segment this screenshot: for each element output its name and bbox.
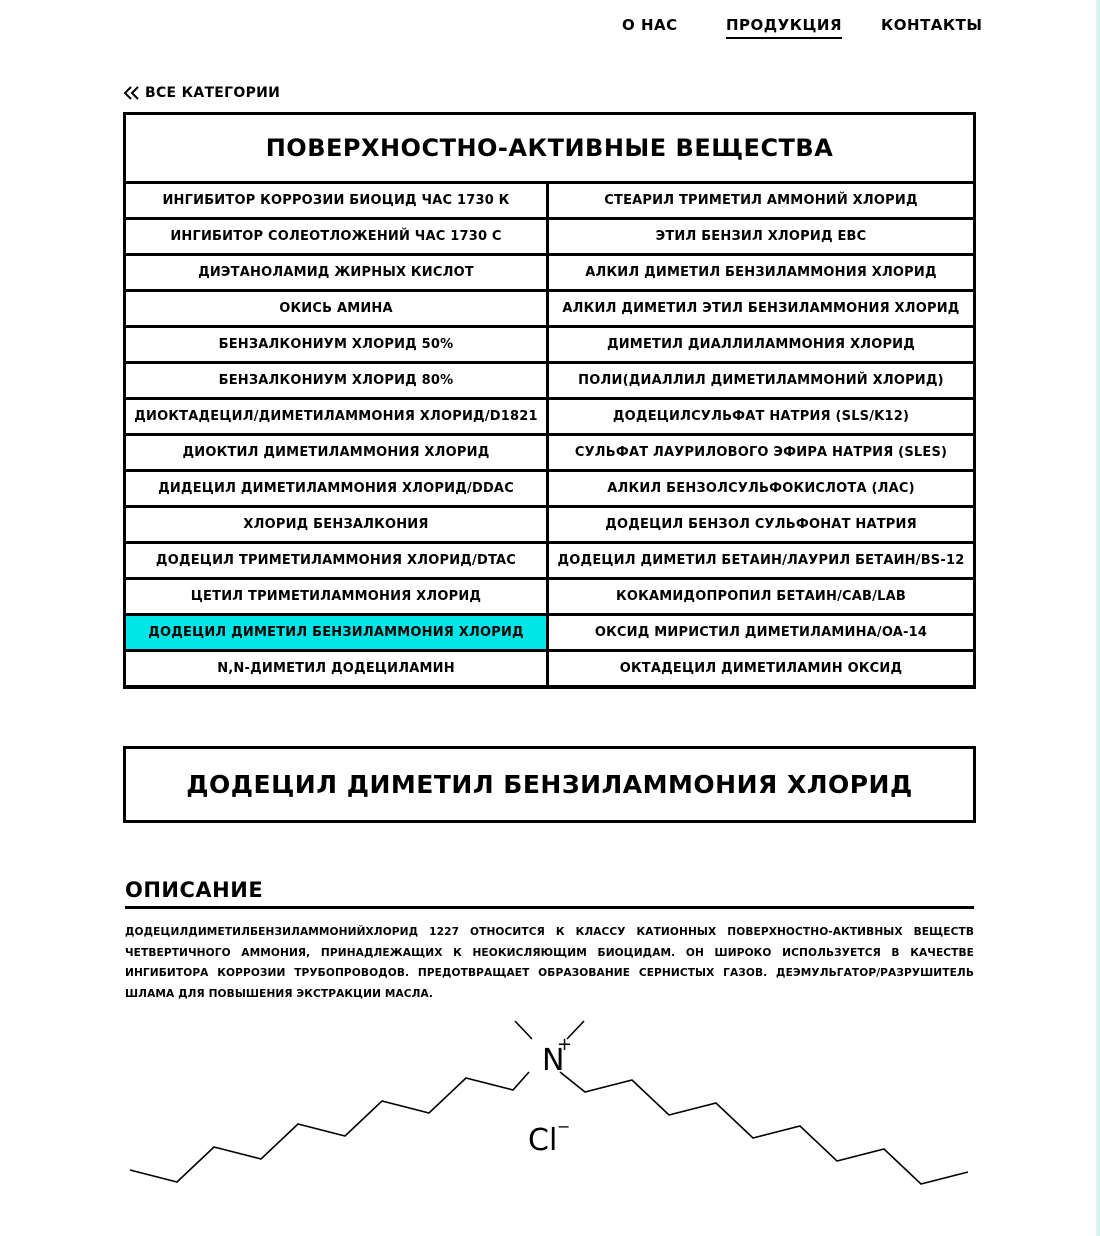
back-link-label: ВСЕ КАТЕГОРИИ [145,85,281,101]
category-item[interactable]: ДОДЕЦИЛ БЕНЗОЛ СУЛЬФОНАТ НАТРИЯ [549,508,973,544]
category-item[interactable]: СТЕАРИЛ ТРИМЕТИЛ АММОНИЙ ХЛОРИД [549,184,973,220]
back-to-categories-link[interactable] [124,82,280,104]
positive-charge: + [557,1034,573,1055]
category-item[interactable]: ДОДЕЦИЛ ТРИМЕТИЛАММОНИЯ ХЛОРИД/DTAC [126,544,549,580]
category-item[interactable]: КОКАМИДОПРОПИЛ БЕТАИН/CAB/LAB [549,580,973,616]
product-title: ДОДЕЦИЛ ДИМЕТИЛ БЕНЗИЛАММОНИЯ ХЛОРИД [123,746,976,823]
category-item[interactable]: ОКСИД МИРИСТИЛ ДИМЕТИЛАМИНА/OA-14 [549,616,973,652]
nav-link-about[interactable]: О НАС [622,16,678,34]
category-item[interactable]: АЛКИЛ ДИМЕТИЛ БЕНЗИЛАММОНИЯ ХЛОРИД [549,256,973,292]
category-item[interactable]: N,N-ДИМЕТИЛ ДОДЕЦИЛАМИН [126,652,549,688]
category-item[interactable]: СУЛЬФАТ ЛАУРИЛОВОГО ЭФИРА НАТРИЯ (SLES) [549,436,973,472]
category-item[interactable]: БЕНЗАЛКОНИУМ ХЛОРИД 50% [126,328,549,364]
category-grid [126,184,973,688]
description-heading: ОПИСАНИЕ [125,878,974,909]
top-navigation [0,14,1100,42]
category-item[interactable]: ДИОКТИЛ ДИМЕТИЛАММОНИЯ ХЛОРИД [126,436,549,472]
category-item[interactable]: ДОДЕЦИЛ ДИМЕТИЛ БЕТАИН/ЛАУРИЛ БЕТАИН/BS-12 [549,544,973,580]
category-item[interactable]: ДОДЕЦИЛ ДИМЕТИЛ БЕНЗИЛАММОНИЯ ХЛОРИД [126,616,549,652]
category-item[interactable]: БЕНЗАЛКОНИУМ ХЛОРИД 80% [126,364,549,400]
description-text: ДОДЕЦИЛДИМЕТИЛБЕНЗИЛАММОНИЙХЛОРИД 1227 ОТНОСИТСЯ К КЛАССУ КАТИОННЫХ ПОВЕРХНОСТНО-АКТИВНЫХ ВЕЩЕСТВ ЧЕТВЕРТИЧНОГО АММОНИЯ, ПРИНАДЛЕЖАЩИХ К НЕОКИСЛЯЮЩИМ БИОЦИДАМ. ОН ШИРОКО ИСПОЛЬЗУЕТСЯ В КАЧЕСТВЕ ИНГИБИТОРА КОРРОЗИИ ТРУБОПРОВОДОВ. ПРЕДОТВРАЩАЕТ ОБРАЗОВАНИЕ СЕРНИСТЫХ ГАЗОВ. ДЕЭМУЛЬГАТОР/РАЗРУШИТЕЛЬ ШЛАМА ДЛЯ ПОВЫШЕНИЯ ЭКСТРАКЦИИ МАСЛА. [125,926,974,1000]
nav-link-products[interactable]: ПРОДУКЦИЯ [726,14,842,39]
category-title: ПОВЕРХНОСТНО-АКТИВНЫЕ ВЕЩЕСТВА [126,115,973,184]
category-table [123,112,976,689]
category-item[interactable]: ОКТАДЕЦИЛ ДИМЕТИЛАМИН ОКСИД [549,652,973,688]
category-item[interactable]: ДИМЕТИЛ ДИАЛЛИЛАММОНИЯ ХЛОРИД [549,328,973,364]
chemical-structure-diagram [120,1008,980,1198]
category-item[interactable]: ДИОКТАДЕЦИЛ/ДИМЕТИЛАММОНИЯ ХЛОРИД/D1821 [126,400,549,436]
category-item[interactable]: ХЛОРИД БЕНЗАЛКОНИЯ [126,508,549,544]
category-item[interactable]: ЦЕТИЛ ТРИМЕТИЛАММОНИЯ ХЛОРИД [126,580,549,616]
category-item[interactable]: ПОЛИ(ДИАЛЛИЛ ДИМЕТИЛАММОНИЙ ХЛОРИД) [549,364,973,400]
dodecyl-chain [130,1072,529,1182]
category-item[interactable]: ДИДЕЦИЛ ДИМЕТИЛАММОНИЯ ХЛОРИД/DDAC [126,472,549,508]
category-item[interactable]: ЭТИЛ БЕНЗИЛ ХЛОРИД EBC [549,220,973,256]
nav-link-contacts[interactable]: КОНТАКТЫ [881,16,983,34]
alkyl-chain-right [560,1072,968,1184]
nitrogen-atom: N [542,1043,565,1078]
category-item[interactable]: ДОДЕЦИЛСУЛЬФАТ НАТРИЯ (SLS/K12) [549,400,973,436]
page-edge [1096,0,1100,1236]
chloride-atom: Cl [528,1123,558,1158]
methyl-bond-left [515,1021,532,1039]
category-item[interactable]: ДИЭТАНОЛАМИД ЖИРНЫХ КИСЛОТ [126,256,549,292]
category-item[interactable]: ОКИСЬ АМИНА [126,292,549,328]
category-item[interactable]: АЛКИЛ БЕНЗОЛСУЛЬФОКИСЛОТА (ЛАС) [549,472,973,508]
double-chevron-left-icon [124,86,140,100]
category-item[interactable]: ИНГИБИТОР СОЛЕОТЛОЖЕНИЙ ЧАС 1730 С [126,220,549,256]
category-item[interactable]: ИНГИБИТОР КОРРОЗИИ БИОЦИД ЧАС 1730 К [126,184,549,220]
negative-charge: − [557,1117,571,1136]
category-item[interactable]: АЛКИЛ ДИМЕТИЛ ЭТИЛ БЕНЗИЛАММОНИЯ ХЛОРИД [549,292,973,328]
